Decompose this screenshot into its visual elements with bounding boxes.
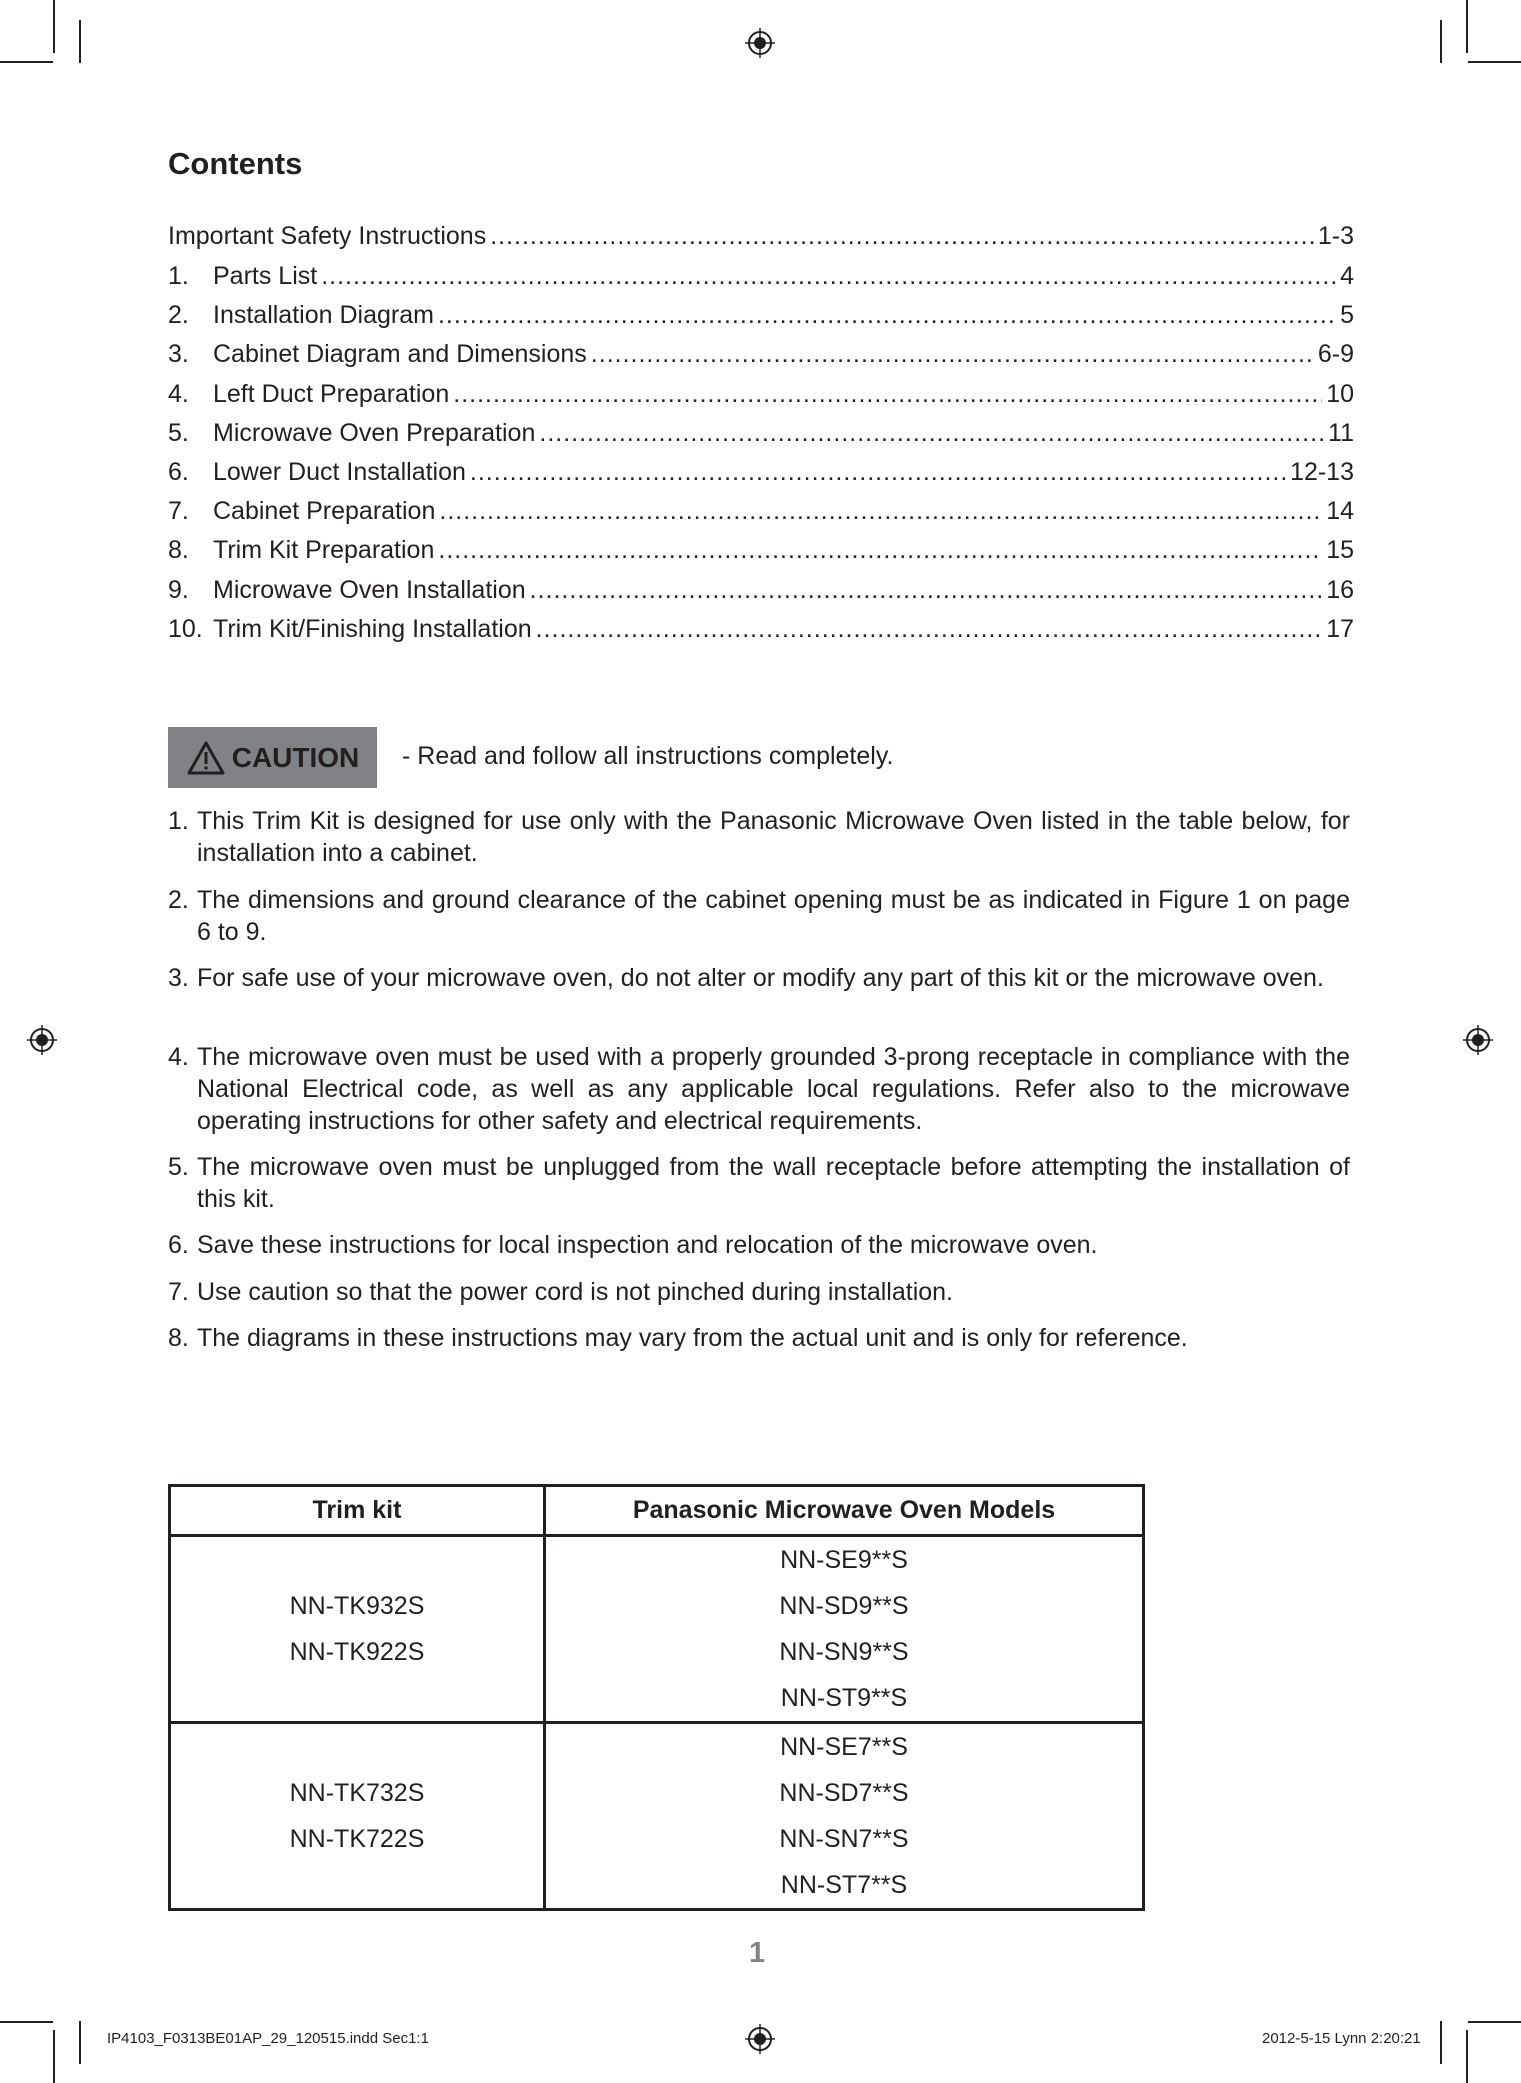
crop-mark — [53, 0, 55, 53]
toc-entry[interactable] — [168, 609, 1354, 649]
toc-leader — [438, 295, 1336, 335]
toc-entry-label: Installation Diagram — [213, 301, 434, 329]
trim-kit-model: NN-TK732S — [289, 1779, 425, 1807]
oven-model: NN-SE9**S — [780, 1546, 908, 1574]
crop-mark — [79, 2021, 81, 2064]
toc-entry[interactable] — [168, 452, 1354, 492]
toc-leader — [439, 491, 1322, 531]
registration-mark-icon — [745, 28, 775, 58]
toc-entry[interactable] — [168, 374, 1354, 414]
crop-mark — [0, 61, 53, 63]
instruction-text: The microwave oven must be unplugged from the wall receptacle before attempting the installation of this kit. — [197, 1153, 1350, 1213]
toc-entry-number: 2. — [168, 301, 189, 329]
instruction-number: 3. — [168, 964, 189, 992]
instruction-item — [168, 1322, 1350, 1354]
toc-entry-page: 10 — [1326, 380, 1354, 408]
toc-entry-label: Trim Kit Preparation — [213, 536, 435, 564]
toc-entry-number: 10. — [168, 615, 203, 643]
models-table — [168, 1484, 1145, 1911]
toc-leader — [438, 530, 1322, 570]
instruction-text: This Trim Kit is designed for use only with the Panasonic Microwave Oven listed in the table below, for installation into a cabinet. — [197, 807, 1350, 867]
instruction-number: 6. — [168, 1231, 189, 1259]
toc-leader — [539, 413, 1324, 453]
instruction-text: Save these instructions for local inspection and relocation of the microwave oven. — [197, 1231, 1098, 1259]
caution-label: CAUTION — [231, 741, 360, 773]
crop-mark — [1468, 2021, 1521, 2023]
toc-entry-page: 12-13 — [1290, 458, 1354, 486]
crop-mark — [53, 2030, 55, 2083]
toc-entry-label: Cabinet Preparation — [213, 497, 436, 525]
instruction-number: 5. — [168, 1153, 189, 1181]
toc-entry-number: 9. — [168, 576, 189, 604]
oven-model: NN-SE7**S — [780, 1733, 908, 1761]
toc-entry-label: Trim Kit/Finishing Installation — [213, 615, 532, 643]
page-number: 1 — [749, 1937, 766, 1969]
trim-kit-cell — [170, 1723, 545, 1910]
toc-entry[interactable] — [168, 334, 1354, 374]
instruction-item — [168, 884, 1350, 948]
instruction-item — [168, 1276, 1350, 1308]
trim-kit-model: NN-TK922S — [289, 1638, 425, 1666]
toc-entry-label: Left Duct Preparation — [213, 380, 450, 408]
caution-badge — [168, 727, 377, 788]
trim-kit-cell — [170, 1536, 545, 1723]
toc-entry[interactable] — [168, 256, 1354, 296]
registration-mark-icon — [745, 2024, 775, 2054]
registration-mark-icon — [27, 1025, 57, 1055]
oven-model: NN-ST7**S — [780, 1871, 908, 1899]
toc-leader — [470, 452, 1286, 492]
toc-entry-number: 1. — [168, 262, 189, 290]
oven-model: NN-SD9**S — [779, 1592, 909, 1620]
toc-entry-label: Microwave Oven Installation — [213, 576, 526, 604]
instruction-item — [168, 805, 1350, 869]
crop-mark — [1466, 0, 1468, 53]
instruction-item — [168, 1151, 1350, 1215]
toc-entry-page: 17 — [1326, 615, 1354, 643]
table-row — [170, 1723, 1144, 1910]
toc-entry-number: 7. — [168, 497, 189, 525]
oven-models-cell — [545, 1723, 1144, 1910]
toc-entry[interactable] — [168, 216, 1354, 256]
toc-leader — [490, 216, 1314, 256]
toc-entry-page: 16 — [1326, 576, 1354, 604]
table-header-trim-kit: Trim kit — [170, 1486, 545, 1536]
toc-entry-page: 4 — [1340, 262, 1354, 290]
crop-mark — [79, 20, 81, 63]
instruction-number: 1. — [168, 807, 189, 835]
instruction-number: 2. — [168, 886, 189, 914]
toc-entry[interactable] — [168, 295, 1354, 335]
warning-triangle-icon — [186, 740, 226, 776]
table-header-oven-models: Panasonic Microwave Oven Models — [545, 1486, 1144, 1536]
toc-entry-number: 5. — [168, 419, 189, 447]
toc-entry-number: 4. — [168, 380, 189, 408]
toc-entry-page: 1-3 — [1317, 222, 1354, 250]
toc-entry-number: 8. — [168, 536, 189, 564]
toc-leader — [453, 374, 1322, 414]
instruction-text: For safe use of your microwave oven, do not alter or modify any part of this kit or the microwave oven. — [197, 964, 1324, 992]
trim-kit-model: NN-TK932S — [289, 1592, 425, 1620]
crop-mark — [1468, 61, 1521, 63]
contents-heading: Contents — [168, 146, 303, 181]
crop-mark — [1466, 2030, 1468, 2083]
instruction-text: The dimensions and ground clearance of the cabinet opening must be as indicated in Figure 1 on page 6 to 9. — [197, 886, 1350, 946]
oven-model: NN-ST9**S — [780, 1684, 908, 1712]
instruction-item — [168, 962, 1350, 994]
toc-entry-page: 14 — [1326, 497, 1354, 525]
crop-mark — [0, 2021, 53, 2023]
table-header-row — [170, 1486, 1144, 1536]
toc-leader — [530, 570, 1323, 610]
trim-kit-model: NN-TK722S — [289, 1825, 425, 1853]
instruction-number: 4. — [168, 1043, 189, 1071]
instruction-number: 8. — [168, 1324, 189, 1352]
instruction-text: The microwave oven must be used with a properly grounded 3-prong receptacle in compliance with the National Electrical code, as well as any applicable local regulations. Refer also to the microwave operating instructions for other safety and electrical requirements. — [197, 1043, 1350, 1135]
oven-model: NN-SD7**S — [779, 1779, 909, 1807]
caution-text: - Read and follow all instructions completely. — [402, 742, 894, 770]
instruction-text: The diagrams in these instructions may vary from the actual unit and is only for reference. — [197, 1324, 1188, 1352]
oven-models-cell — [545, 1536, 1144, 1723]
toc-entry-label: Important Safety Instructions — [168, 222, 487, 250]
slug-file-info: IP4103_F0313BE01AP_29_120515.indd Sec1:1 — [107, 2030, 429, 2047]
oven-model: NN-SN9**S — [779, 1638, 909, 1666]
instruction-item — [168, 1229, 1350, 1261]
toc-entry-label: Lower Duct Installation — [213, 458, 466, 486]
toc-entry-page: 15 — [1326, 536, 1354, 564]
table-row — [170, 1536, 1144, 1723]
toc-entry-number: 3. — [168, 340, 189, 368]
crop-mark — [1440, 20, 1442, 63]
toc-entry-label: Microwave Oven Preparation — [213, 419, 536, 447]
toc-entry[interactable] — [168, 413, 1354, 453]
toc-entry-label: Parts List — [213, 262, 318, 290]
toc-leader — [536, 609, 1323, 649]
crop-mark — [1440, 2021, 1442, 2064]
instruction-text: Use caution so that the power cord is not pinched during installation. — [197, 1278, 954, 1306]
registration-mark-icon — [1463, 1025, 1493, 1055]
instruction-item — [168, 1041, 1350, 1137]
toc-entry-page: 11 — [1328, 419, 1354, 447]
slug-date-info: 2012-5-15 Lynn 2:20:21 — [1262, 2030, 1421, 2047]
toc-entry[interactable] — [168, 491, 1354, 531]
toc-entry-page: 5 — [1340, 301, 1354, 329]
toc-entry-number: 6. — [168, 458, 189, 486]
toc-leader — [321, 256, 1336, 296]
toc-entry[interactable] — [168, 530, 1354, 570]
toc-entry[interactable] — [168, 570, 1354, 610]
toc-leader — [591, 334, 1314, 374]
toc-entry-page: 6-9 — [1317, 340, 1354, 368]
instruction-number: 7. — [168, 1278, 189, 1306]
oven-model: NN-SN7**S — [779, 1825, 909, 1853]
toc-entry-label: Cabinet Diagram and Dimensions — [213, 340, 587, 368]
